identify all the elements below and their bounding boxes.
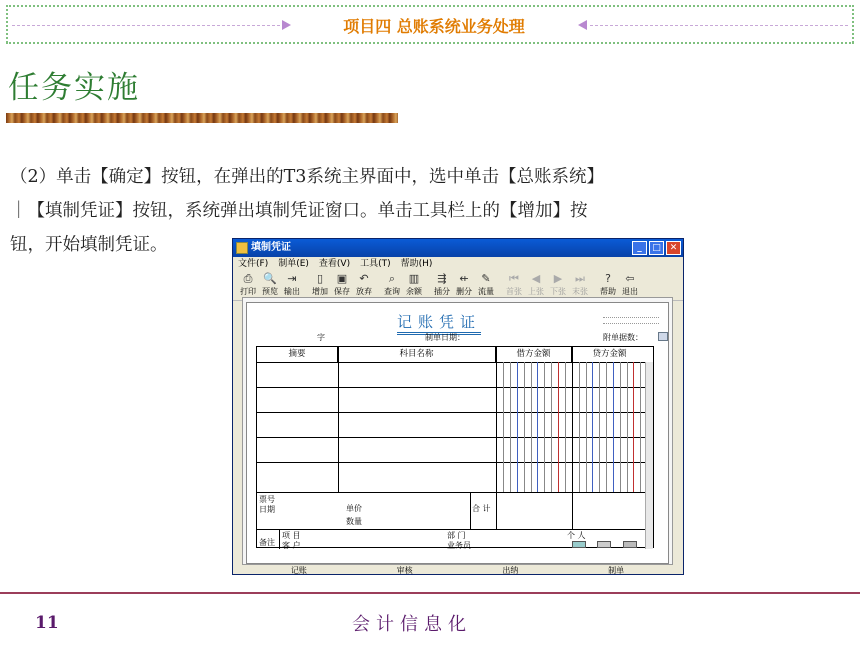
digit-column-line [544,362,545,492]
header-dash-left [12,25,280,26]
toolbar-button-balance[interactable] [403,271,425,299]
footer-divider [0,592,860,594]
export-icon: ⇥ [287,272,297,285]
digit-column-line [551,362,552,492]
toolbar-button-label: 保存 [334,287,350,296]
binoculars-icon: ⌕ [388,272,396,285]
header-border-right [852,5,854,43]
toolbar-button-last[interactable] [569,271,591,299]
digit-column-line [599,362,600,492]
toolbar-button-label: 末张 [572,287,588,296]
instruction-line: ｜【填制凭证】按钮，系统弹出填制凭证窗口。单击工具栏上的【增加】按 [10,201,588,221]
voucher-paper [246,302,669,564]
digit-column-line [640,362,641,492]
exit-icon: ⇦ [625,272,635,285]
instruction-line: 钮，开始填制凭证。 [10,235,168,255]
reviewed-by-label: 审核 [396,566,413,575]
toolbar-group [309,271,375,299]
col-header-credit: 贷方金额 [592,349,627,359]
toolbar-button-label: 帮助 [600,287,616,296]
digit-column-line [510,362,511,492]
voucher-grid [256,346,654,548]
grid-scrollbar[interactable] [645,362,653,549]
toolbar-button-exit[interactable] [619,271,641,299]
minimize-button[interactable]: _ [632,241,647,255]
toolbar-button-export[interactable] [281,271,303,299]
quantity-label: 数量 [346,517,362,526]
calc-icon[interactable] [597,541,611,548]
add-icon: ▯ [316,272,324,285]
footer-text: 会计信息化 [352,614,472,635]
toolbar-button-flow[interactable] [475,271,497,299]
toolbar-button-label: 首张 [506,287,522,296]
toolbar-button-label: 下张 [550,287,566,296]
header-border-bottom [6,42,854,44]
col-header-summary: 摘要 [257,347,338,362]
unit-price-label: 单价 [346,504,362,513]
attachment-icon[interactable] [658,332,668,341]
toolbar-button-label: 上张 [528,287,544,296]
close-button[interactable]: ✕ [666,241,681,255]
voucher-type-label: 字 [317,333,325,342]
header-dash-right [590,25,848,26]
header-arrow-left-icon [578,20,587,30]
header-title: 项目四 总账系统业务处理 [343,17,525,36]
toolbar-button-label: 增加 [312,287,328,296]
toolbar-button-label: 输出 [284,287,300,296]
toolbar-button-delete-row[interactable] [453,271,475,299]
app-icon [236,242,248,254]
posted-by-label: 记账 [290,566,307,575]
digit-column-line [531,362,532,492]
decorative-bar [6,113,398,123]
cashier-label: 出纳 [502,566,519,575]
ticket-date-label: 日期 [259,505,275,514]
toolbar-button-prev[interactable] [525,271,547,299]
toolbar-button-print[interactable] [237,271,259,299]
flow-icon: ✎ [481,272,491,285]
digit-column-line [524,362,525,492]
preview-icon: 🔍 [263,272,277,285]
maximize-button[interactable]: □ [649,241,664,255]
toolbar-button-undo[interactable] [353,271,375,299]
toolbar-button-preview[interactable] [259,271,281,299]
last-icon: ⏭ [575,272,585,285]
menu-view[interactable]: 查看(V) [318,259,351,269]
digit-column-line [565,362,566,492]
toolbar-group [597,271,641,299]
date-label: 制单日期： [425,333,465,342]
toolbar-group [381,271,425,299]
toolbar-button-label: 余额 [406,287,422,296]
digit-column-line [627,362,628,492]
toolbar-button-next[interactable] [547,271,569,299]
delete-row-icon: ⇷ [459,272,469,285]
voucher-number-line [603,323,659,324]
toolbar-group [503,271,591,299]
project-label: 项 目 [282,531,301,540]
digit-column-line [592,362,593,492]
toolbar-group [431,271,497,299]
digit-column-line [606,362,607,492]
menu-help[interactable]: 帮助(H) [400,259,433,269]
remarks-label: 备注 [259,538,275,547]
toolbar-button-label: 放弃 [356,287,372,296]
ref-icon[interactable] [572,541,586,548]
prepared-by-label: 制单 [608,566,625,575]
menu-tools[interactable]: 工具(T) [360,259,391,269]
digit-column-line [620,362,621,492]
digit-column-line [579,362,580,492]
digit-column-line [633,362,634,492]
toolbar-button-label: 插分 [434,287,450,296]
col-header-account: 科目名称 [338,347,496,362]
card-icon[interactable] [623,541,637,548]
undo-icon: ↶ [359,272,369,285]
insert-row-icon: ⇶ [437,272,447,285]
instruction-line: （2）单击【确定】按钮，在弹出的T3系统主界面中，选中单击【总账系统】 [10,167,604,187]
toolbar-button-label: 退出 [622,287,638,296]
col-header-debit: 借方金额 [496,347,572,362]
toolbar-button-label: 打印 [240,287,256,296]
next-icon: ▶ [553,272,563,285]
header-border-left [6,5,8,43]
customer-label: 客 户 [282,541,301,550]
menu-edit[interactable]: 制单(E) [278,259,309,269]
toolbar-button-binoculars[interactable] [381,271,403,299]
digit-column-line [613,362,614,492]
toolbar-button-help[interactable] [597,271,619,299]
toolbar-button-add[interactable] [309,271,331,299]
digit-column-line [503,362,504,492]
page-number: 11 [35,613,59,633]
digit-column-line [537,362,538,492]
header-border-top [6,5,854,7]
toolbar-button-label: 删分 [456,287,472,296]
voucher-number-line [603,317,659,318]
department-label: 部 门 [447,531,466,540]
toolbar-button-label: 预览 [262,287,278,296]
digit-column-line [586,362,587,492]
voucher-window [232,238,684,575]
ticket-no-label: 票号 [259,495,275,504]
toolbar-button-first[interactable] [503,271,525,299]
window-title: 填制凭证 [251,242,291,253]
toolbar-group [237,271,303,299]
toolbar-button-label: 查询 [384,287,400,296]
digit-column-line [558,362,559,492]
toolbar-button-label: 流量 [478,287,494,296]
signature-bar [246,565,669,575]
print-icon: ⎙ [243,272,253,285]
balance-icon: ▥ [408,272,420,285]
first-icon: ⏮ [509,272,519,285]
prev-icon: ◀ [531,272,541,285]
help-icon: ? [605,272,611,285]
window-titlebar[interactable] [233,239,683,257]
save-icon: ▣ [336,272,348,285]
total-label: 合 计 [472,504,491,513]
attachment-label: 附单据数： [603,333,643,342]
voucher-title: 记账凭证 [397,311,481,335]
menu-bar [233,257,683,271]
personal-label: 个 人 [567,531,586,540]
toolbar-button-insert-row[interactable] [431,271,453,299]
section-title: 任务实施 [8,70,140,106]
digit-column-line [517,362,518,492]
menu-file[interactable]: 文件(F) [238,259,269,269]
salesperson-label: 业务员 [447,541,471,550]
toolbar-button-save[interactable] [331,271,353,299]
